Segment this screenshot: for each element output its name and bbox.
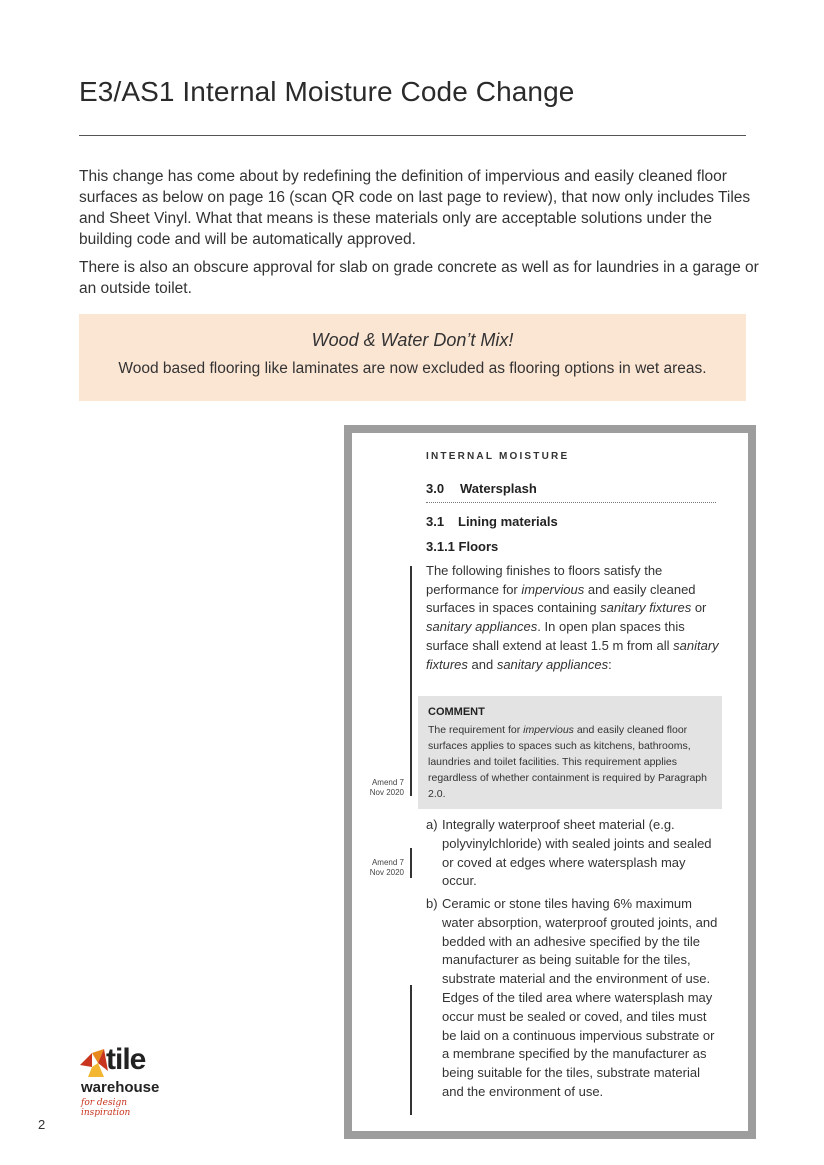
text-run: or — [691, 600, 707, 616]
text-run: and easily cleaned surfaces in spaces containing — [426, 581, 696, 616]
amend-label: Amend 7 — [371, 778, 404, 787]
list-item-b — [426, 895, 722, 1102]
code-excerpt — [344, 425, 756, 1139]
defined-term: sanitary appliances — [496, 656, 609, 672]
text-run: The following finishes to floors satisfy the performance for — [426, 563, 663, 597]
amend-note — [360, 858, 404, 878]
section-number: 3.0 — [426, 481, 445, 496]
section-number: 3.1 — [426, 514, 445, 529]
floors-body-text — [426, 562, 722, 674]
section-title: Lining materials — [458, 514, 558, 529]
page-number: 2 — [38, 1117, 46, 1132]
list-text: Ceramic or stone tiles having 6% maximum water absorption, waterproof grouted joints, and bedded with an adhesive specified by the tile manufacturer as being suitable for the tiles, substrate material and the environment of use. Edges of the tiled area where watersplash may occur must be sealed or coved, and tiles must be laid on a continuous impervious substrate or a membrane specified by the manufacturer as being suitable for the tiles, substrate material and the environment of use. — [442, 896, 718, 1099]
defined-term: sanitary appliances — [426, 619, 538, 635]
amend-note — [360, 778, 404, 798]
amend-date: Nov 2020 — [369, 788, 404, 797]
comment-title: COMMENT — [428, 706, 485, 718]
section-3-0-heading — [426, 481, 537, 496]
section-3-1-heading — [426, 514, 558, 529]
defined-term: impervious — [523, 724, 574, 736]
comment-body — [428, 722, 712, 802]
section-3-1-1-heading: 3.1.1 Floors — [426, 539, 499, 554]
logo-word-warehouse: warehouse — [81, 1079, 160, 1096]
callout-title: Wood & Water Don’t Mix! — [311, 330, 514, 350]
text-run: . In open plan spaces this surface shall extend at least 1.5 m from all — [426, 619, 685, 653]
defined-term: sanitary fixtures — [426, 637, 719, 672]
title-divider — [79, 135, 746, 136]
callout-text: Wood based flooring like laminates are now excluded as flooring options in wet areas. — [118, 360, 707, 377]
text-run: : — [608, 656, 612, 672]
intro-text — [79, 166, 759, 306]
list-label: b) — [426, 896, 438, 911]
amend-date: Nov 2020 — [369, 868, 404, 877]
amend-bar — [410, 985, 412, 1115]
text-run: The requirement for — [428, 724, 524, 736]
list-item-a — [426, 816, 722, 891]
tile-warehouse-logo — [78, 1043, 178, 1118]
defined-term: impervious — [521, 581, 585, 597]
intro-paragraph-1: This change has come about by redefining the definition of impervious and easily cleaned floor surfaces as below on page 16 (scan QR code on last page to review), that now only includes Tiles and Sheet Vinyl. What that means is these materials only are acceptable solutions under the building code and will be automatically approved. — [79, 168, 751, 248]
defined-term: sanitary fixtures — [600, 600, 692, 616]
comment-box — [418, 696, 722, 809]
excerpt-header: INTERNAL MOISTURE — [426, 451, 570, 462]
list-label: a) — [426, 817, 438, 832]
intro-paragraph-2: There is also an obscure approval for slab on grade concrete as well as for laundries in a garage or an outside toilet. — [79, 259, 759, 297]
list-text: Integrally waterproof sheet material (e.g. polyvinylchloride) with sealed joints and sealed or coved at edges where watersplash may occur. — [442, 817, 712, 889]
logo-word-tile: tile — [106, 1043, 146, 1076]
amend-bar — [410, 566, 412, 796]
dotted-divider — [426, 502, 716, 503]
logo-tagline: for design inspiration — [81, 1098, 131, 1118]
callout-box — [79, 314, 746, 401]
text-run: and — [467, 656, 497, 672]
text-run: and easily cleaned floor surfaces applies to spaces such as kitchens, bathrooms, laundries and toilet facilities. This requirement applies regardless of whether containment is required by Paragraph 2.0. — [428, 724, 707, 800]
section-title: Watersplash — [460, 481, 537, 496]
amend-label: Amend 7 — [371, 858, 404, 867]
amend-bar — [410, 848, 412, 878]
page-title: E3/AS1 Internal Moisture Code Change — [79, 76, 575, 107]
